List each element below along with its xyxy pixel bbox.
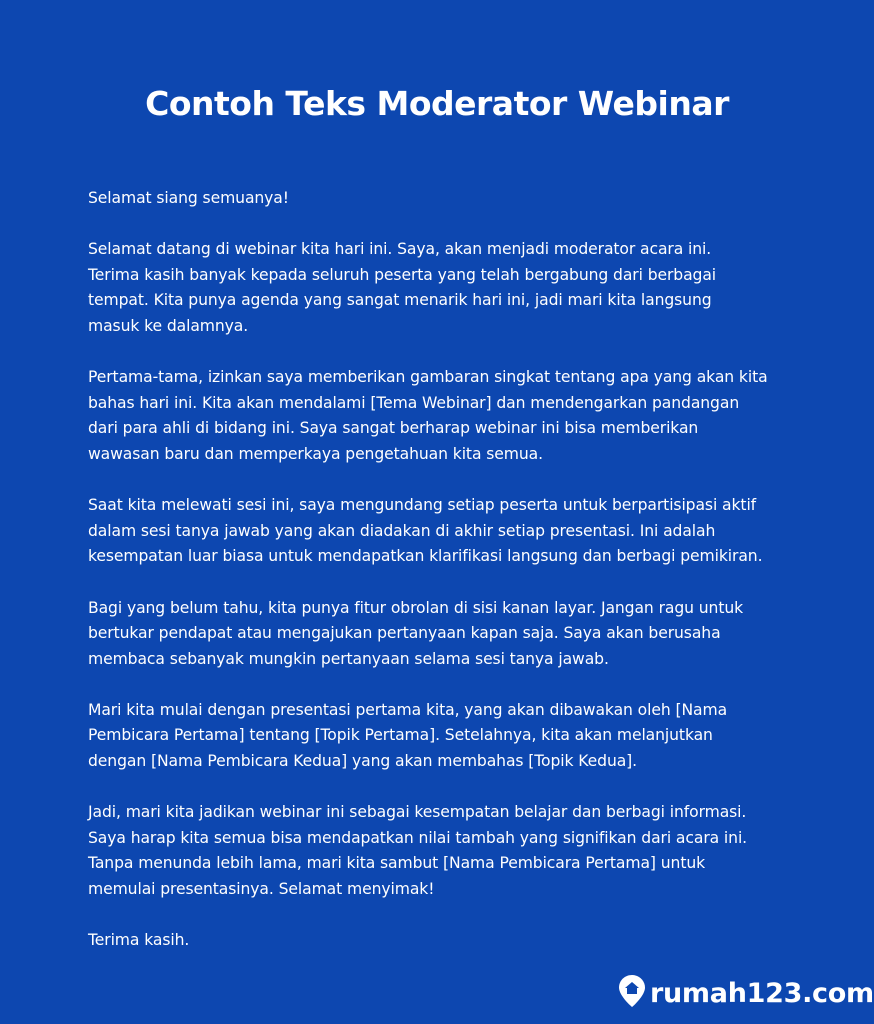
text-line: Pertama-tama, izinkan saya memberikan gambaran singkat tentang apa yang akan kita [88,368,768,387]
text-line: dalam sesi tanya jawab yang akan diadakan di akhir setiap presentasi. Ini adalah [88,521,716,540]
text-line: Pembicara Pertama] tentang [Topik Pertama]. Setelahnya, kita akan melanjutkan [88,726,713,745]
text-line: kesempatan luar biasa untuk mendapatkan klarifikasi langsung dan berbagi pemikiran. [88,547,763,566]
text-line: Terima kasih banyak kepada seluruh peserta yang telah bergabung dari berbagai [88,265,717,284]
text-line: Saat kita melewati sesi ini, saya mengundang setiap peserta untuk berpartisipasi aktif [88,496,757,515]
text-line: dengan [Nama Pembicara Kedua] yang akan membahas [Topik Kedua]. [88,752,638,771]
paragraph [88,596,848,673]
text-line: dari para ahli di bidang ini. Saya sangat berharap webinar ini bisa memberikan [88,419,699,438]
paragraph [88,698,848,775]
paragraph [88,186,848,212]
text-line: Tanpa menunda lebih lama, mari kita sambut [Nama Pembicara Pertama] untuk [88,854,706,873]
rumah123-logo [618,974,874,1012]
text-line: bahas hari ini. Kita akan mendalami [Tema Webinar] dan mendengarkan pandangan [88,393,740,412]
location-pin-house-icon [618,974,646,1012]
text-line: Selamat datang di webinar kita hari ini. Saya, akan menjadi moderator acara ini. [88,240,712,259]
text-line: Bagi yang belum tahu, kita punya fitur obrolan di sisi kanan layar. Jangan ragu untuk [88,598,744,617]
text-line: Mari kita mulai dengan presentasi pertama kita, yang akan dibawakan oleh [Nama [88,700,728,719]
document-body [88,186,848,979]
text-line: Saya harap kita semua bisa mendapatkan nilai tambah yang signifikan dari acara ini. [88,828,748,847]
logo-text: rumah123.com [650,977,874,1009]
paragraph [88,237,848,339]
text-line: masuk ke dalamnya. [88,316,249,335]
text-line: memulai presentasinya. Selamat menyimak! [88,880,435,899]
text-line: bertukar pendapat atau mengajukan pertanyaan kapan saja. Saya akan berusaha [88,624,721,643]
text-line: Jadi, mari kita jadikan webinar ini sebagai kesempatan belajar dan berbagi informasi. [88,803,747,822]
text-line: Terima kasih. [88,931,190,950]
page-title: Contoh Teks Moderator Webinar [145,84,729,123]
text-line: tempat. Kita punya agenda yang sangat menarik hari ini, jadi mari kita langsung [88,291,712,310]
text-line: membaca sebanyak mungkin pertanyaan selama sesi tanya jawab. [88,649,609,668]
text-line: wawasan baru dan memperkaya pengetahuan kita semua. [88,444,543,463]
paragraph [88,493,848,570]
paragraph [88,928,848,954]
paragraph [88,800,848,902]
paragraph [88,365,848,467]
text-line: Selamat siang semuanya! [88,189,289,207]
